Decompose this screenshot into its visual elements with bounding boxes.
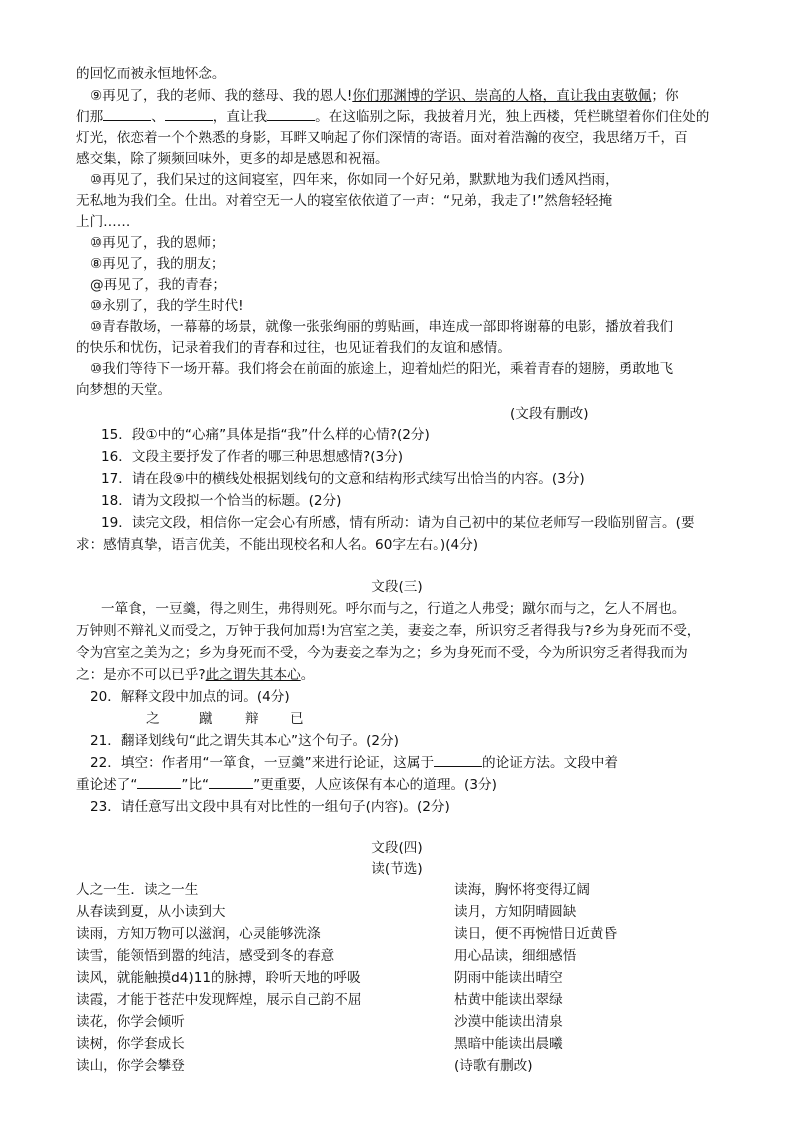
classical-text-line-1: 一箪食，一豆羹，得之则生，弗得则死。呼尔而与之，行道之人弗受；蹴尔而与之，乞人不屑也。: [101, 601, 686, 617]
classical-text-line-2: 万钟则不辩礼义而受之，万钟于我何加焉!为宫室之美，妻妾之奉，所识穷乏者得我与?乡为身死而不受，: [76, 623, 701, 639]
underlined-sentence: 此之谓失其本心: [205, 667, 301, 683]
poem-right-line: 阴雨中能读出晴空: [454, 970, 563, 986]
question-16: 16．文段主要抒发了作者的哪三种思想感情?(3分): [101, 449, 404, 465]
question-23: 23．请任意写出文段中具有对比性的一组句子(内容)。(2分): [90, 799, 450, 815]
fill-blank-b[interactable]: [209, 774, 253, 789]
poem-left-line: 读树，你学套成长: [76, 1036, 185, 1052]
word-to-explain: 已: [290, 711, 304, 727]
question-22-line-1: 22．填空：作者用“一箪食，一豆羹”来进行论证，这属于 的论证方法。文段中着: [90, 752, 618, 774]
poem-right-line: 黑暗中能读出晨曦: [454, 1036, 563, 1052]
source-note-1: (文段有删改): [510, 406, 589, 422]
classical-text-line-3: 令为宫室之美为之；乡为身死而不受，今为妻妾之奉为之；乡为身死而不受，今为所识穷乏者得我而为: [76, 645, 688, 661]
fill-blank-1[interactable]: [103, 106, 151, 121]
poem-left-line: 读雨，方知万物可以滋润，心灵能够洗涤: [76, 926, 321, 942]
section-4-subtitle: 读(节选): [371, 861, 423, 877]
paragraph-9-line-1: ⑨再见了，我的老师、我的慈母、我的恩人!你们那渊博的学识、崇高的人格，直让我由衷敬佩；你: [90, 88, 679, 104]
word-to-explain: 蹴: [199, 711, 213, 727]
poem-right-line: 读月，方知阴晴圆缺: [454, 904, 577, 920]
question-19-line-1: 19．读完文段，相信你一定会心有所感，情有所动：请为自己初中的某位老师写一段临别留言。(要: [101, 515, 695, 531]
paragraph-9-line-3: 灯光，依恋着一个个熟悉的身影，耳畔又响起了你们深情的寄语。面对着浩瀚的夜空，我思绪万千，百: [76, 130, 688, 146]
section-3-title: 文段(三): [371, 579, 423, 595]
fill-blank-2[interactable]: [165, 106, 213, 121]
classical-text-line-4: 之：是亦不可以已乎?此之谓失其本心。: [76, 667, 315, 683]
poem-left-line: 读山，你学会攀登: [76, 1058, 185, 1074]
farewell-line: @再见了，我的青春；: [90, 277, 226, 293]
poem-right-line: 沙漠中能读出清泉: [454, 1014, 563, 1030]
question-15: 15．段①中的“心痛”具体是指“我”什么样的心情?(2分): [101, 427, 430, 443]
paragraph-9-line-2: 们那 、 ，直让我 。在这临别之际，我披着月光，独上西楼，凭栏眺望着你们住处的: [76, 106, 709, 128]
farewell-line: ⑩永别了，我的学生时代!: [90, 298, 244, 314]
farewell-line: ⑩再见了，我的恩师；: [90, 235, 225, 251]
paragraph-10-line-1: ⑩再见了，我们呆过的这间寝室，四年来，你如同一个好兄弟，默默地为我们透风挡雨，: [90, 172, 619, 188]
poem-right-line: 枯黄中能读出翠绿: [454, 992, 563, 1008]
section-4-title: 文段(四): [371, 840, 423, 856]
paragraph-scatter-line-2: 的快乐和忧伤，记录着我们的青春和过往，也见证着我们的友谊和感情。: [76, 340, 511, 356]
word-to-explain: 辩: [245, 711, 259, 727]
fill-blank-method[interactable]: [434, 752, 482, 767]
poem-left-line: 人之一生．读之一生: [76, 882, 199, 898]
question-18: 18．请为文段拟一个恰当的标题。(2分): [101, 493, 342, 509]
poem-left-line: 读花，你学会倾听: [76, 1014, 185, 1030]
poem-right-line: 读海，胸怀将变得辽阔: [454, 882, 590, 898]
paragraph-wait-line-2: 向梦想的天堂。: [76, 382, 172, 398]
question-17: 17．请在段⑨中的横线处根据划线句的文意和结构形式续写出恰当的内容。(3分): [101, 471, 585, 487]
poem-left-line: 读风，就能触摸d4)11的脉搏，聆听天地的呼吸: [76, 970, 361, 986]
underlined-sentence: 你们那渊博的学识、崇高的人格，直让我由衷敬佩: [352, 88, 652, 104]
poem-left-line: 从春读到夏，从小读到大: [76, 904, 226, 920]
word-to-explain: 之: [146, 711, 160, 727]
poem-right-line: 读日，便不再惋惜日近黄昏: [454, 926, 618, 942]
question-22-line-2: 重论述了“ ”比“ ”更重要，人应该保有本心的道理。(3分): [76, 774, 497, 796]
question-20: 20．解释文段中加点的词。(4分): [90, 689, 290, 705]
paragraph-9-line-4: 感交集，除了频频回味外，更多的却是感恩和祝福。: [76, 151, 389, 167]
fill-blank-3[interactable]: [267, 106, 315, 121]
question-21: 21．翻译划线句“此之谓失其本心”这个句子。(2分): [90, 733, 399, 749]
farewell-line: ⑧再见了，我的朋友；: [90, 256, 225, 272]
question-19-line-2: 求：感情真挚，语言优美，不能出现校名和人名。60字左右。)(4分): [76, 537, 479, 553]
fill-blank-a[interactable]: [137, 774, 181, 789]
paragraph-scatter-line-1: ⑩青春散场，一幕幕的场景，就像一张张绚丽的剪贴画，串连成一部即将谢幕的电影，播放着我们: [90, 319, 674, 335]
paragraph-10-line-3: 上门……: [76, 214, 131, 230]
poem-right-line: 用心品读，细细感悟: [454, 948, 577, 964]
poem-left-line: 读雪，能领悟到嚣的纯洁，感受到冬的春意: [76, 948, 335, 964]
poem-left-line: 读霞，才能于苍茫中发现辉煌，展示自己韵不屈: [76, 992, 362, 1008]
source-note-2: (诗歌有删改): [454, 1058, 533, 1074]
paragraph-10-line-2: 无私地为我们全。仕出。对着空无一人的寝室依依道了一声：“兄弟，我走了!”然詹轻轻掩: [76, 193, 613, 209]
paragraph-intro: 的回忆而被永恒地怀念。: [76, 66, 226, 82]
paragraph-wait-line-1: ⑩我们等待下一场开幕。我们将会在前面的旅途上，迎着灿烂的阳光，乘着青春的翅膀，勇敢地飞: [90, 361, 674, 377]
